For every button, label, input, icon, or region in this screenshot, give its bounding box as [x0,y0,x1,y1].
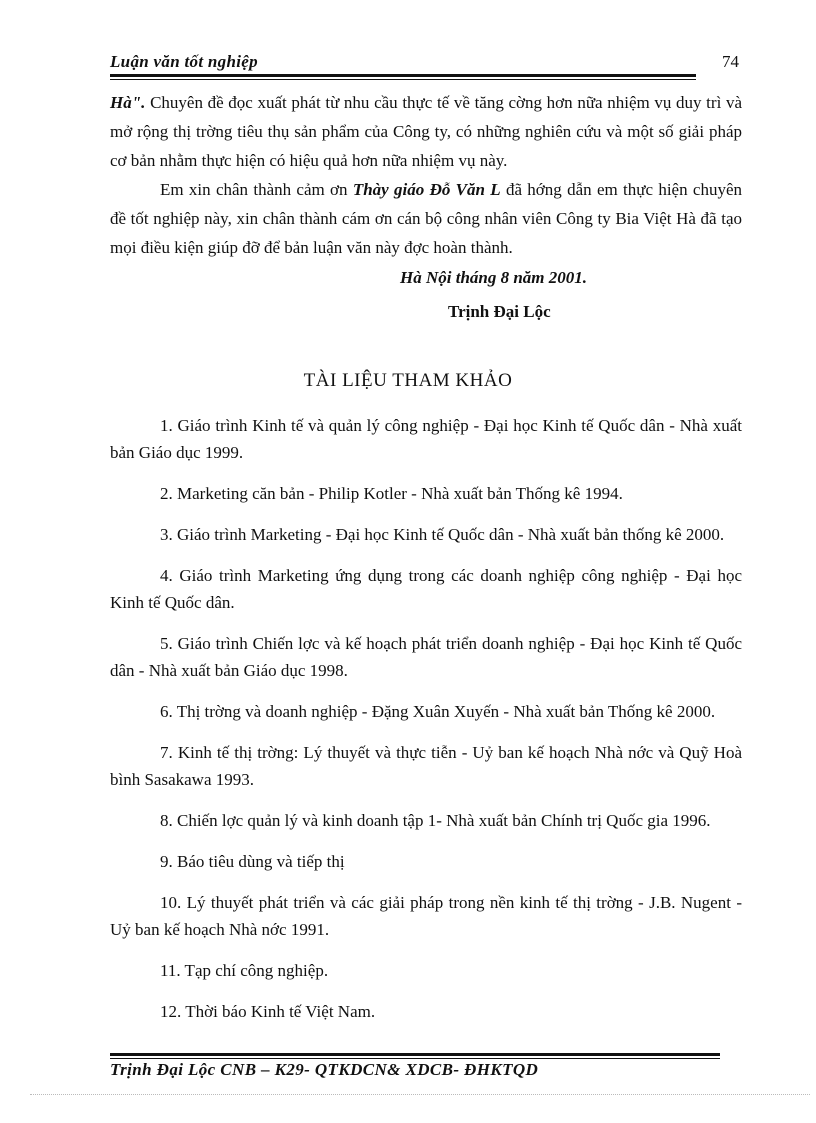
references-list [110,412,742,1039]
reference-item: 6. Thị trờng và doanh nghiệp - Đặng Xuân Xuyến - Nhà xuất bản Thống kê 2000. [160,702,716,721]
reference-item: 10. Lý thuyết phát triển và các giải pháp trong nền kinh tế thị trờng - J.B. Nugent - Uỷ ban kế hoạch Nhà nớc 1991. [110,893,742,939]
reference-item: 4. Giáo trình Marketing ứng dụng trong các doanh nghiệp công nghiệp - Đại học Kinh tế Quốc dân. [110,566,742,612]
reference-item: 1. Giáo trình Kinh tế và quản lý công nghiệp - Đại học Kinh tế Quốc dân - Nhà xuất bản Giáo dục 1999. [110,416,742,462]
reference-item: 3. Giáo trình Marketing - Đại học Kinh tế Quốc dân - Nhà xuất bản thống kê 2000. [160,525,725,544]
header-title: Luận văn tốt nghiệp [110,52,258,71]
page-edge-divider [30,1094,810,1095]
footer-text: Trịnh Đại Lộc CNB – K29- QTKDCN& XDCB- ĐHKTQD [110,1060,539,1079]
paragraph-2 [110,175,742,262]
reference-item: 8. Chiến lợc quản lý và kinh doanh tập 1- Nhà xuất bản Chính trị Quốc gia 1996. [160,811,711,830]
footer-rule-thin [110,1058,720,1059]
reference-item: 12. Thời báo Kinh tế Việt Nam. [160,1002,376,1021]
reference-item: 9. Báo tiêu dùng và tiếp thị [160,852,345,871]
reference-item: 5. Giáo trình Chiến lợc và kế hoạch phát triển doanh nghiệp - Đại học Kinh tế Quốc dân - Nhà xuất bản Giáo dục 1998. [110,634,742,680]
teacher-name: Thày giáo Đỗ Văn L [352,180,501,199]
references-title: TÀI LIỆU THAM KHẢO [303,370,513,391]
paragraph-2-text: đã hớng dẫn em thực hiện chuyên đề tốt nghiệp này, xin chân thành cám ơn cán bộ công nhân viên Công ty Bia Việt Hà đã tạo mọi điều kiện giúp đỡ để bản luận văn này đợc hoàn thành. [110,180,742,257]
footer-rule [110,1053,720,1056]
page-number: 74 [722,52,739,71]
reference-item: 2. Marketing căn bản - Philip Kotler - Nhà xuất bản Thống kê 1994. [160,484,623,503]
paragraph-1-text: Chuyên đề đọc xuất phát từ nhu cầu thực tế về tăng cờng hơn nữa nhiệm vụ duy trì và mở rộng thị trờng tiêu thụ sản phẩm của Công ty, có những nghiên cứu và một số giải pháp cơ bản nhằm thực hiện có hiệu quả hơn nữa nhiệm vụ này. [110,93,742,170]
paragraph-2-start: Em xin chân thành cảm ơn [160,180,353,199]
paragraph-1 [110,88,742,175]
paragraph-1-lead: Hà". [110,93,146,112]
author-name: Trịnh Đại Lộc [448,302,551,321]
reference-item: 7. Kinh tế thị trờng: Lý thuyết và thực tiễn - Uỷ ban kế hoạch Nhà nớc và Quỹ Hoà bình Sasakawa 1993. [110,743,742,789]
header-rule [110,74,696,77]
header-rule-thin [110,79,696,80]
body-text [110,88,742,262]
reference-item: 11. Tạp chí công nghiệp. [160,961,329,980]
signature-date: Hà Nội tháng 8 năm 2001. [400,268,588,287]
